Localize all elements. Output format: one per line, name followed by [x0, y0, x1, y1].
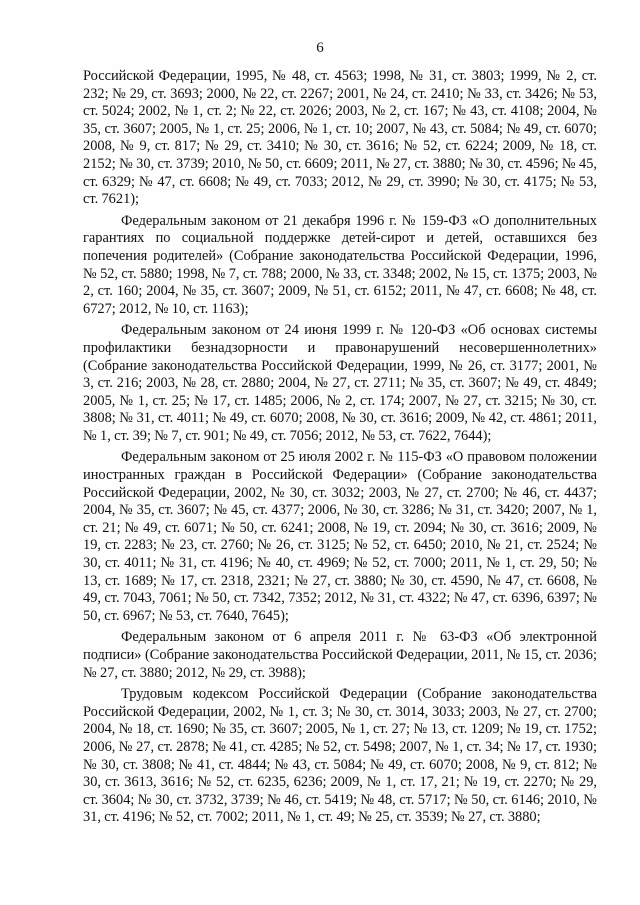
paragraph-federal-law-115: Федеральным законом от 25 июля 2002 г. № 115-ФЗ «О правовом положении иностранных граждан в Российской Федерации» (Собрание законодательства Российской Федерации, 2002, № 30, ст. 3032; 2003, № 27, ст. 2700; № 46, ст. 4437; 2004, № 35, ст. 3607; № 45, ст. 4377; 2006, № 30, ст. 3286; № 31, ст. 3420; 2007, № 1, ст. 21; № 49, ст. 6071; № 50, ст. 6241; 2008, № 19, ст. 2094; № 30, ст. 3616; 2009, № 19, ст. 2283; № 23, ст. 2760; № 26, ст. 3125; № 52, ст. 6450; 2010, № 21, ст. 2524; № 30, ст. 4011; № 31, ст. 4196; № 40, ст. 4969; № 52, ст. 7000; 2011, № 1, ст. 29, 50; № 13, ст. 1689; № 17, ст. 2318, 2321; № 27, ст. 3880; № 30, ст. 4590, № 47, ст. 6608, № 49, ст. 7043, 7061; № 50, ст. 7342, 7352; 2012, № 31, ст. 4322; № 47, ст. 6396, 6397; № 50, ст. 6967; № 53, ст. 7640, 7645); — [83, 449, 597, 624]
paragraph-labour-code: Трудовым кодексом Российской Федерации (Собрание законодательства Российской Федерации, 2002, № 1, ст. 3; № 30, ст. 3014, 3033; 2003, № 27, ст. 2700; 2004, № 18, ст. 1690; № 35, ст. 3607; 2005, № 1, ст. 27; № 13, ст. 1209; № 19, ст. 1752; 2006, № 27, ст. 2878; № 41, ст. 4285; № 52, ст. 5498; 2007, № 1, ст. 34; № 17, ст. 1930; № 30, ст. 3808; № 41, ст. 4844; № 43, ст. 5084; № 49, ст. 6070; 2008, № 9, ст. 812; № 30, ст. 3613, 3616; № 52, ст. 6235, 6236; 2009, № 1, ст. 17, 21; № 19, ст. 2270; № 29, ст. 3604; № 30, ст. 3732, 3739; № 46, ст. 5419; № 48, ст. 5717; № 50, ст. 6146; 2010, № 31, ст. 4196; № 52, ст. 7002; 2011, № 1, ст. 49; № 25, ст. 3539; № 27, ст. 3880; — [83, 686, 597, 826]
paragraph-federal-law-63: Федеральным законом от 6 апреля 2011 г. № 63-ФЗ «Об электронной подписи» (Собрание законодательства Российской Федерации, 2011, № 15, ст. 2036; № 27, ст. 3880; 2012, № 29, ст. 3988); — [83, 629, 597, 681]
page-number: 6 — [316, 40, 324, 56]
paragraph-federal-law-120: Федеральным законом от 24 июня 1999 г. № 120-ФЗ «Об основах системы профилактики безнадзорности и правонарушений несовершеннолетних» (Собрание законодательства Российской Федерации, 1999, № 26, ст. 3177; 2001, № 3, ст. 216; 2003, № 28, ст. 2880; 2004, № 27, ст. 2711; № 35, ст. 3607; № 49, ст. 4849; 2005, № 1, ст. 25; № 17, ст. 1485; 2006, № 2, ст. 174; 2007, № 27, ст. 3215; № 30, ст. 3808; № 31, ст. 4011; № 49, ст. 6070; 2008, № 30, ст. 3616; 2009, № 42, ст. 4861; 2011, № 1, ст. 39; № 7, ст. 901; № 49, ст. 7056; 2012, № 53, ст. 7622, 7644); — [83, 322, 597, 444]
document-body — [83, 68, 597, 831]
paragraph-continuation: Российской Федерации, 1995, № 48, ст. 4563; 1998, № 31, ст. 3803; 1999, № 2, ст. 232; № 29, ст. 3693; 2000, № 22, ст. 2267; 2001, № 24, ст. 2410; № 33, ст. 3426; № 53, ст. 5024; 2002, № 1, ст. 2; № 22, ст. 2026; 2003, № 2, ст. 167; № 43, ст. 4108; 2004, № 35, ст. 3607; 2005, № 1, ст. 25; 2006, № 1, ст. 10; 2007, № 43, ст. 5084; № 49, ст. 6070; 2008, № 9, ст. 817; № 29, ст. 3410; № 30, ст. 3616; № 52, ст. 6224; 2009, № 18, ст. 2152; № 30, ст. 3739; 2010, № 50, ст. 6609; 2011, № 27, ст. 3880; № 30, ст. 4596; № 45, ст. 6329; № 47, ст. 6608; № 49, ст. 7033; 2012, № 29, ст. 3990; № 30, ст. 4175; № 53, ст. 7621); — [83, 68, 597, 208]
paragraph-federal-law-159: Федеральным законом от 21 декабря 1996 г. № 159-ФЗ «О дополнительных гарантиях по социальной поддержке детей-сирот и детей, оставшихся без попечения родителей» (Собрание законодательства Российской Федерации, 1996, № 52, ст. 5880; 1998, № 7, ст. 788; 2000, № 33, ст. 3348; 2002, № 15, ст. 1375; 2003, № 2, ст. 160; 2004, № 35, ст. 3607; 2009, № 51, ст. 6152; 2011, № 47, ст. 6608; № 48, ст. 6727; 2012, № 10, ст. 1163); — [83, 212, 597, 317]
